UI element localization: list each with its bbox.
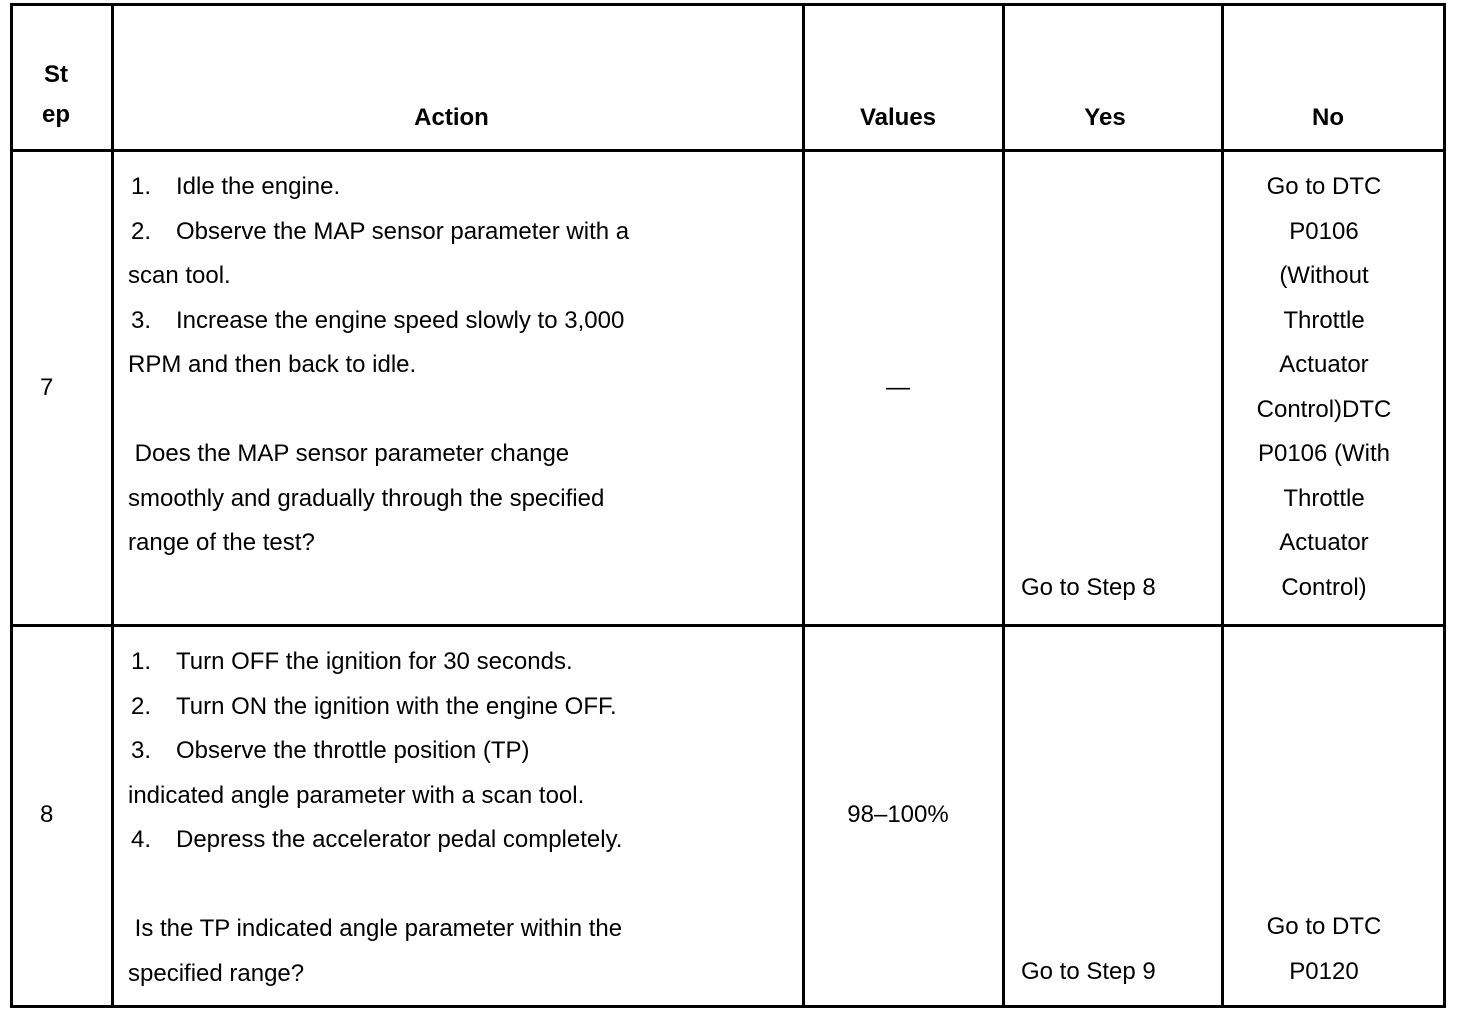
header-no: No xyxy=(1312,104,1344,131)
header-step-line1: St xyxy=(44,61,68,88)
step-number: 8 xyxy=(40,801,54,828)
no-line: Go to DTC xyxy=(1266,913,1382,940)
item-number: 3. xyxy=(131,306,152,334)
no-cell xyxy=(1224,165,1424,610)
no-line: Throttle xyxy=(1283,484,1365,512)
header-values: Values xyxy=(859,104,937,131)
action-step-item xyxy=(128,299,798,344)
value-cell: 98–100% xyxy=(847,801,949,828)
no-cell xyxy=(1224,905,1424,994)
row-divider xyxy=(10,624,1446,627)
col-divider-step xyxy=(111,3,114,1008)
no-line: Control)DTC xyxy=(1256,395,1392,423)
item-number: 1. xyxy=(131,173,152,200)
item-continuation: scan tool. xyxy=(128,262,231,289)
item-text: Increase the engine speed slowly to 3,000 xyxy=(176,306,625,334)
item-continuation: RPM and then back to idle. xyxy=(128,351,417,378)
value-cell: — xyxy=(886,374,910,401)
question-line: Is the TP indicated angle parameter within the xyxy=(128,915,623,942)
item-continuation: indicated angle parameter with a scan tool. xyxy=(128,781,585,809)
yes-cell: Go to Step 9 xyxy=(1021,958,1156,985)
no-line: (Without xyxy=(1279,262,1369,289)
item-number: 2. xyxy=(131,692,152,720)
action-step-item xyxy=(128,640,798,685)
diagnostic-table xyxy=(10,3,1446,1008)
question-line: range of the test? xyxy=(128,529,315,556)
col-divider-action xyxy=(802,3,805,1008)
item-number: 1. xyxy=(131,648,152,675)
question-line: specified range? xyxy=(128,959,305,987)
action-cell xyxy=(128,165,798,566)
action-step-item xyxy=(128,818,798,863)
no-line: Go to DTC xyxy=(1266,173,1382,200)
header-yes: Yes xyxy=(1084,104,1126,131)
item-text: Turn ON the ignition with the engine OFF. xyxy=(176,692,617,720)
item-text: Observe the MAP sensor parameter with a xyxy=(176,217,630,245)
table-border-top xyxy=(10,3,1446,6)
header-divider xyxy=(10,149,1446,152)
item-text: Depress the accelerator pedal completely. xyxy=(176,826,623,853)
yes-cell: Go to Step 8 xyxy=(1021,574,1156,601)
step-number: 7 xyxy=(40,374,54,401)
no-line: Throttle xyxy=(1283,306,1365,334)
item-text: Turn OFF the ignition for 30 seconds. xyxy=(176,648,573,675)
action-step-item xyxy=(128,165,798,210)
item-number: 2. xyxy=(131,217,152,245)
no-line: P0106 (With xyxy=(1257,440,1391,467)
action-step-item xyxy=(128,729,798,774)
action-cell xyxy=(128,640,798,996)
no-line: P0106 xyxy=(1289,217,1359,245)
item-text: Observe the throttle position (TP) xyxy=(176,737,530,764)
table-border-bottom xyxy=(10,1005,1446,1008)
table-border-left xyxy=(10,3,13,1008)
col-divider-values xyxy=(1002,3,1005,1008)
no-line: Control) xyxy=(1281,573,1367,601)
item-number: 3. xyxy=(131,737,152,764)
item-text: Idle the engine. xyxy=(176,173,341,200)
question-line: smoothly and gradually through the specified xyxy=(128,484,605,512)
no-line: P0120 xyxy=(1289,957,1359,985)
no-line: Actuator xyxy=(1279,351,1369,378)
action-step-item xyxy=(128,210,798,255)
header-action: Action xyxy=(414,104,489,131)
question-line: Does the MAP sensor parameter change xyxy=(128,440,570,467)
table-border-right xyxy=(1443,3,1446,1008)
header-step-line2: ep xyxy=(41,101,70,128)
header-step xyxy=(13,55,99,135)
item-number: 4. xyxy=(131,826,152,853)
no-line: Actuator xyxy=(1279,529,1369,556)
action-step-item xyxy=(128,685,798,730)
